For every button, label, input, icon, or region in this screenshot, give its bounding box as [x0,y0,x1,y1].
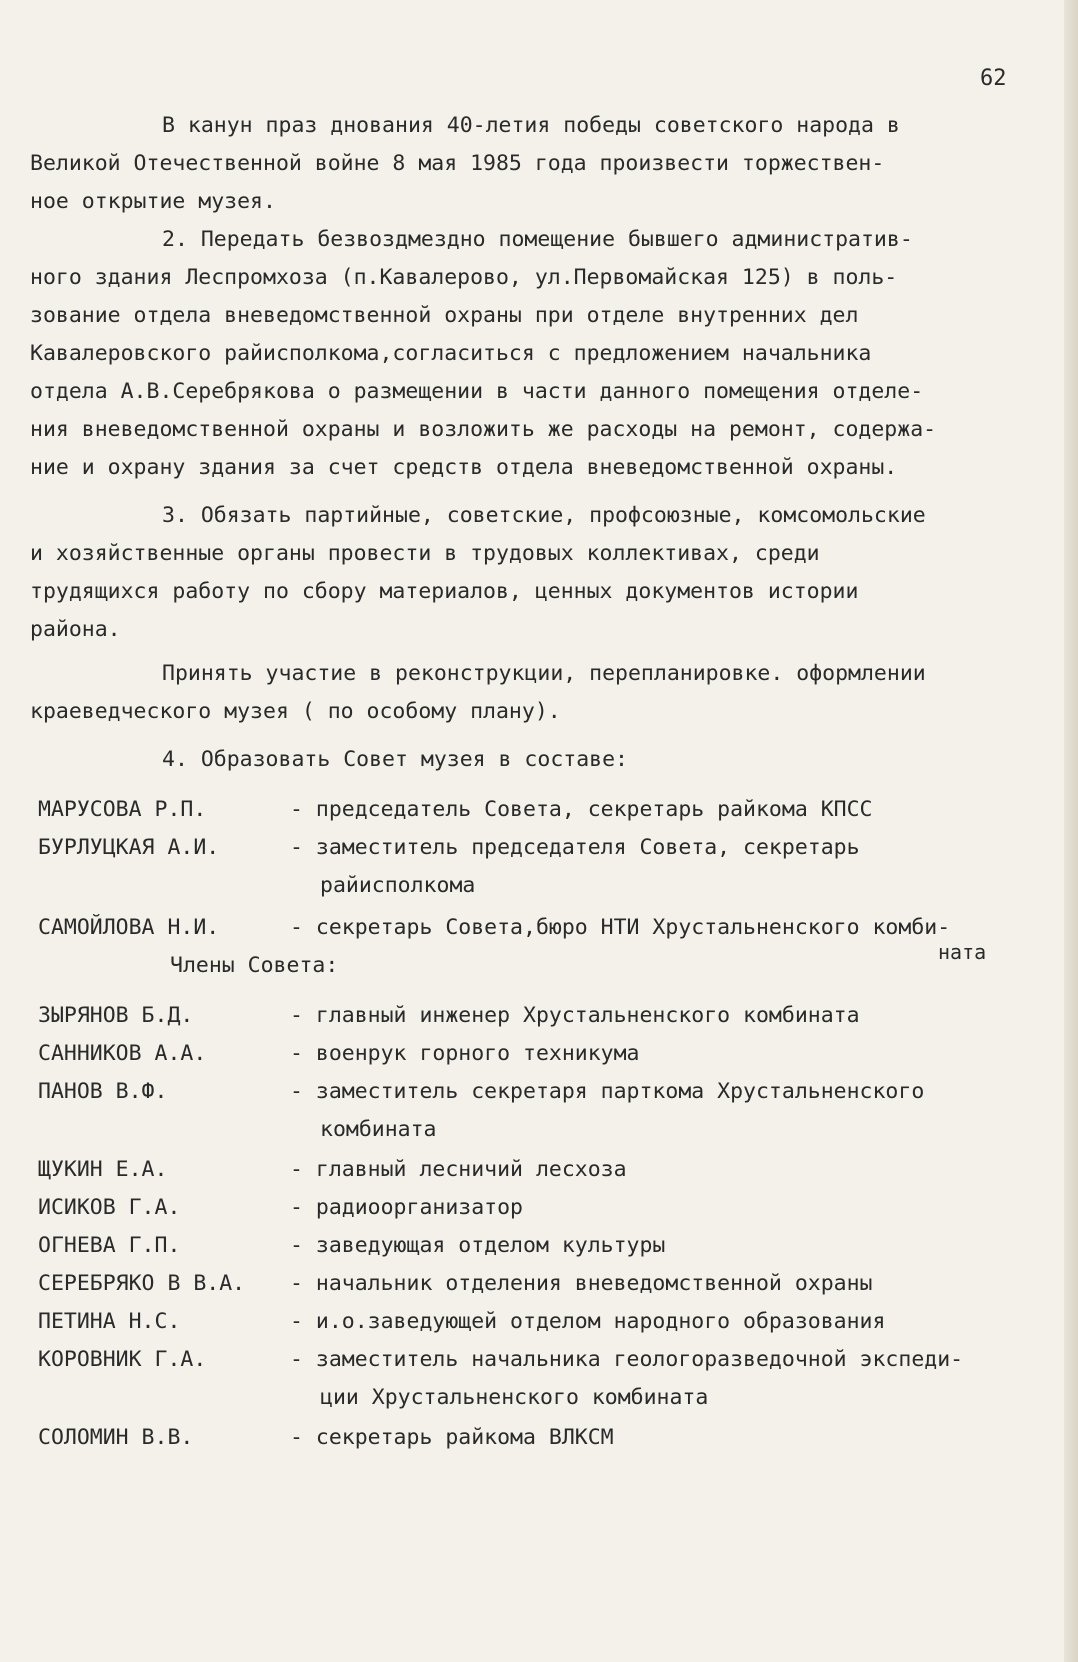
item4-heading: 4. Образовать Совет музея в составе: [162,747,628,772]
item2-line-5: отдела А.В.Серебрякова о размещении в части данного помещения отделе- [30,379,924,404]
council-leader-name: БУРЛУЦКАЯ А.И. [38,835,220,860]
council-member-role-cont: комбината [320,1117,437,1142]
participate-line-1: Принять участие в реконструкции, перепланировке. оформлении [162,661,926,686]
council-leader-role: - председатель Совета, секретарь райкома КПСС [290,797,873,822]
council-member-name: ИСИКОВ Г.А. [38,1195,181,1220]
council-member-name: КОРОВНИК Г.А. [38,1347,207,1372]
council-member-role: - главный лесничий лесхоза [290,1157,627,1182]
item3-line-4: района. [30,617,121,642]
council-member-role: - заместитель секретаря парткома Хрустальненского [290,1079,925,1104]
intro-line-1: В канун праз днования 40-летия победы советского народа в [162,113,900,138]
intro-line-2: Великой Отечественной войне 8 мая 1985 года произвести торжествен- [30,151,885,176]
council-member-role-cont: ции Хрустальненского комбината [320,1385,709,1410]
item3-line-1: 3. Обязать партийные, советские, профсоюзные, комсомольские [162,503,926,528]
item3-line-3: трудящихся работу по сбору материалов, ценных документов истории [30,579,859,604]
item2-line-6: ния вневедомственной охраны и возложить же расходы на ремонт, содержа- [30,417,937,442]
item2-line-2: ного здания Леспромхоза (п.Кавалерово, ул.Первомайская 125) в поль- [30,265,898,290]
item2-line-1: 2. Передать безвоздмездно помещение бывшего административ- [162,227,913,252]
council-leader-role: - секретарь Совета,бюро НТИ Хрустальненского комби- [290,915,951,940]
council-member-role: - радиоорганизатор [290,1195,523,1220]
item2-line-4: Кавалеровского райисполкома,согласиться с предложением начальника [30,341,872,366]
council-member-name: ЗЫРЯНОВ Б.Д. [38,1003,194,1028]
council-member-role: - заместитель начальника геологоразведочной экспеди- [290,1347,964,1372]
council-member-role: - главный инженер Хрустальненского комбината [290,1003,860,1028]
page-edge-shadow [1064,0,1078,1662]
council-member-name: ПЕТИНА Н.С. [38,1309,181,1334]
council-member-name: САННИКОВ А.А. [38,1041,207,1066]
council-member-role: - начальник отделения вневедомственной охраны [290,1271,873,1296]
council-member-name: СОЛОМИН В.В. [38,1425,194,1450]
council-member-name: ПАНОВ В.Ф. [38,1079,168,1104]
page-number: 62 [980,66,1007,91]
item3-line-2: и хозяйственные органы провести в трудовых коллективах, среди [30,541,820,566]
council-member-name: СЕРЕБРЯКО В В.А. [38,1271,246,1296]
council-leader-name: МАРУСОВА Р.П. [38,797,207,822]
council-member-role: - военрук горного техникума [290,1041,640,1066]
council-leader-role-tail: ната [938,940,987,964]
council-member-role: - секретарь райкома ВЛКСМ [290,1425,614,1450]
item2-line-3: зование отдела вневедомственной охраны при отделе внутренних дел [30,303,859,328]
council-member-role: - и.о.заведующей отделом народного образования [290,1309,886,1334]
council-leader-role: - заместитель председателя Совета, секретарь [290,835,860,860]
intro-line-3: ное открытие музея. [30,189,276,214]
members-heading: Члены Совета: [170,953,339,978]
item2-line-7: ние и охрану здания за счет средств отдела вневедомственной охраны. [30,455,898,480]
council-leader-role-cont: райисполкома [320,873,476,898]
council-member-role: - заведующая отделом культуры [290,1233,666,1258]
council-member-name: ОГНЕВА Г.П. [38,1233,181,1258]
participate-line-2: краеведческого музея ( по особому плану). [30,699,561,724]
council-member-name: ЩУКИН Е.А. [38,1157,168,1182]
council-leader-name: САМОЙЛОВА Н.И. [38,915,220,940]
